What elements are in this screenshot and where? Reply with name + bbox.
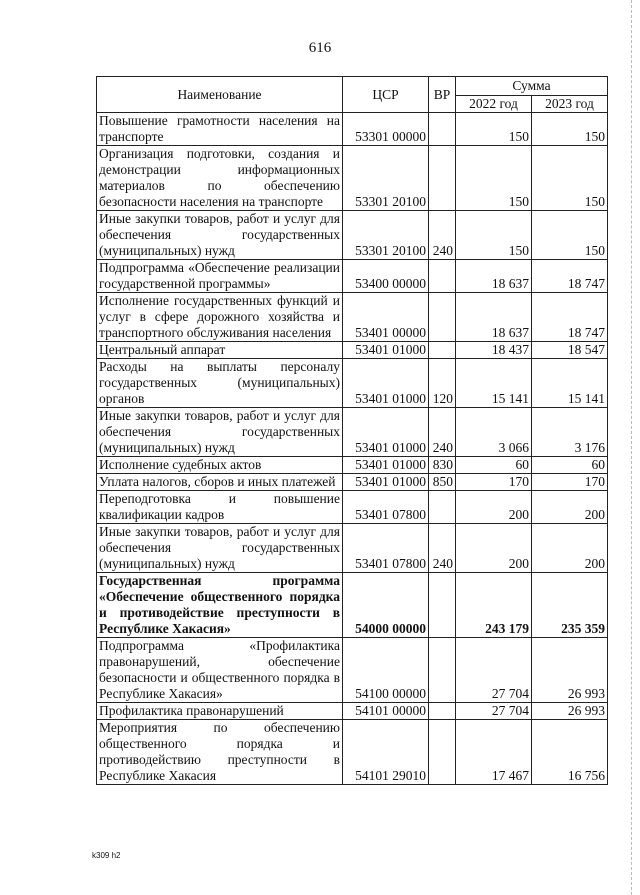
- row-sum-2022-cell: 200: [456, 524, 532, 573]
- row-sum-2022-cell: 200: [456, 491, 532, 524]
- row-vr-cell: 240: [429, 524, 456, 573]
- row-name-cell: Организация подготовки, создания и демонстрации информационных материалов по обеспечению безопасности населения на транспорте: [97, 146, 343, 211]
- row-sum-2023-cell: 18 747: [532, 260, 608, 293]
- row-vr-cell: 240: [429, 211, 456, 260]
- header-vr: ВР: [429, 77, 456, 113]
- budget-table: [96, 76, 608, 785]
- table-row: [97, 113, 608, 146]
- table-row: [97, 359, 608, 408]
- row-vr-cell: 830: [429, 457, 456, 474]
- row-sum-2022-cell: 150: [456, 146, 532, 211]
- table-row: [97, 474, 608, 491]
- table-row: [97, 408, 608, 457]
- row-sum-2023-cell: 26 993: [532, 703, 608, 720]
- page-number: 616: [308, 40, 332, 56]
- row-vr-cell: [429, 491, 456, 524]
- row-sum-2022-cell: 27 704: [456, 703, 532, 720]
- row-sum-2023-cell: 60: [532, 457, 608, 474]
- row-sum-2023-cell: 150: [532, 146, 608, 211]
- row-sum-2022-cell: 15 141: [456, 359, 532, 408]
- header-sum: Сумма: [456, 77, 608, 96]
- row-csr-cell: 53301 20100: [343, 146, 429, 211]
- row-vr-cell: 240: [429, 408, 456, 457]
- row-sum-2022-cell: 3 066: [456, 408, 532, 457]
- row-sum-2022-cell: 18 437: [456, 342, 532, 359]
- header-csr: ЦСР: [343, 77, 429, 113]
- row-name-cell: Подпрограмма «Обеспечение реализации государственной программы»: [97, 260, 343, 293]
- row-name-cell: Исполнение судебных актов: [97, 457, 343, 474]
- row-sum-2022-cell: 18 637: [456, 293, 532, 342]
- row-vr-cell: [429, 113, 456, 146]
- table-row: [97, 146, 608, 211]
- row-vr-cell: [429, 703, 456, 720]
- row-csr-cell: 53401 07800: [343, 524, 429, 573]
- row-sum-2022-cell: 150: [456, 211, 532, 260]
- row-vr-cell: 120: [429, 359, 456, 408]
- row-sum-2023-cell: 235 359: [532, 573, 608, 638]
- table-row: [97, 638, 608, 703]
- row-sum-2023-cell: 200: [532, 491, 608, 524]
- row-sum-2022-cell: 243 179: [456, 573, 532, 638]
- row-csr-cell: 53401 00000: [343, 293, 429, 342]
- row-sum-2022-cell: 170: [456, 474, 532, 491]
- header-name: Наименование: [97, 77, 343, 113]
- row-sum-2023-cell: 18 747: [532, 293, 608, 342]
- row-sum-2023-cell: 26 993: [532, 638, 608, 703]
- table-row: [97, 573, 608, 638]
- table-row: [97, 211, 608, 260]
- row-csr-cell: 54101 29010: [343, 720, 429, 785]
- table-row: [97, 293, 608, 342]
- row-sum-2023-cell: 18 547: [532, 342, 608, 359]
- row-sum-2023-cell: 150: [532, 113, 608, 146]
- footer-code: k309 h2: [92, 851, 121, 860]
- row-sum-2022-cell: 60: [456, 457, 532, 474]
- row-name-cell: Расходы на выплаты персоналу государственных (муниципальных) органов: [97, 359, 343, 408]
- row-sum-2023-cell: 3 176: [532, 408, 608, 457]
- row-sum-2023-cell: 170: [532, 474, 608, 491]
- row-name-cell: Иные закупки товаров, работ и услуг для обеспечения государственных (муниципальных) нужд: [97, 524, 343, 573]
- table-body: [97, 113, 608, 785]
- row-sum-2023-cell: 200: [532, 524, 608, 573]
- row-csr-cell: 53401 01000: [343, 342, 429, 359]
- header-year-2023: 2023 год: [532, 96, 608, 113]
- row-csr-cell: 54100 00000: [343, 638, 429, 703]
- row-name-cell: Государственная программа «Обеспечение общественного порядка и противодействие преступности в Республике Хакасия»: [97, 573, 343, 638]
- row-vr-cell: [429, 638, 456, 703]
- row-csr-cell: 53401 01000: [343, 359, 429, 408]
- row-csr-cell: 53401 01000: [343, 457, 429, 474]
- row-sum-2023-cell: 15 141: [532, 359, 608, 408]
- row-csr-cell: 53401 01000: [343, 408, 429, 457]
- row-csr-cell: 53400 00000: [343, 260, 429, 293]
- row-vr-cell: [429, 293, 456, 342]
- row-csr-cell: 53401 01000: [343, 474, 429, 491]
- row-name-cell: Иные закупки товаров, работ и услуг для обеспечения государственных (муниципальных) нужд: [97, 211, 343, 260]
- row-sum-2023-cell: 150: [532, 211, 608, 260]
- table-header: [97, 77, 608, 113]
- table-row: [97, 720, 608, 785]
- row-name-cell: Подпрограмма «Профилактика правонарушений, обеспечение безопасности и общественного порядка в Республике Хакасия»: [97, 638, 343, 703]
- table-row: [97, 703, 608, 720]
- row-sum-2022-cell: 17 467: [456, 720, 532, 785]
- row-sum-2022-cell: 150: [456, 113, 532, 146]
- row-vr-cell: [429, 146, 456, 211]
- row-vr-cell: [429, 573, 456, 638]
- table-row: [97, 524, 608, 573]
- row-csr-cell: 54000 00000: [343, 573, 429, 638]
- row-sum-2023-cell: 16 756: [532, 720, 608, 785]
- header-year-2022: 2022 год: [456, 96, 532, 113]
- table-row: [97, 491, 608, 524]
- row-csr-cell: 53401 07800: [343, 491, 429, 524]
- table-row: [97, 342, 608, 359]
- row-name-cell: Повышение грамотности населения на транспорте: [97, 113, 343, 146]
- page-margin-line: [631, 0, 632, 895]
- table-row: [97, 260, 608, 293]
- row-csr-cell: 54101 00000: [343, 703, 429, 720]
- row-name-cell: Центральный аппарат: [97, 342, 343, 359]
- row-csr-cell: 53301 00000: [343, 113, 429, 146]
- row-csr-cell: 53301 20100: [343, 211, 429, 260]
- row-name-cell: Уплата налогов, сборов и иных платежей: [97, 474, 343, 491]
- row-vr-cell: [429, 342, 456, 359]
- row-name-cell: Мероприятия по обеспечению общественного порядка и противодействию преступности в Республике Хакасия: [97, 720, 343, 785]
- table-row: [97, 457, 608, 474]
- row-sum-2022-cell: 18 637: [456, 260, 532, 293]
- row-vr-cell: [429, 260, 456, 293]
- row-name-cell: Профилактика правонарушений: [97, 703, 343, 720]
- row-name-cell: Исполнение государственных функций и услуг в сфере дорожного хозяйства и транспортного обслуживания населения: [97, 293, 343, 342]
- row-sum-2022-cell: 27 704: [456, 638, 532, 703]
- row-name-cell: Переподготовка и повышение квалификации кадров: [97, 491, 343, 524]
- row-vr-cell: [429, 720, 456, 785]
- row-vr-cell: 850: [429, 474, 456, 491]
- row-name-cell: Иные закупки товаров, работ и услуг для обеспечения государственных (муниципальных) нужд: [97, 408, 343, 457]
